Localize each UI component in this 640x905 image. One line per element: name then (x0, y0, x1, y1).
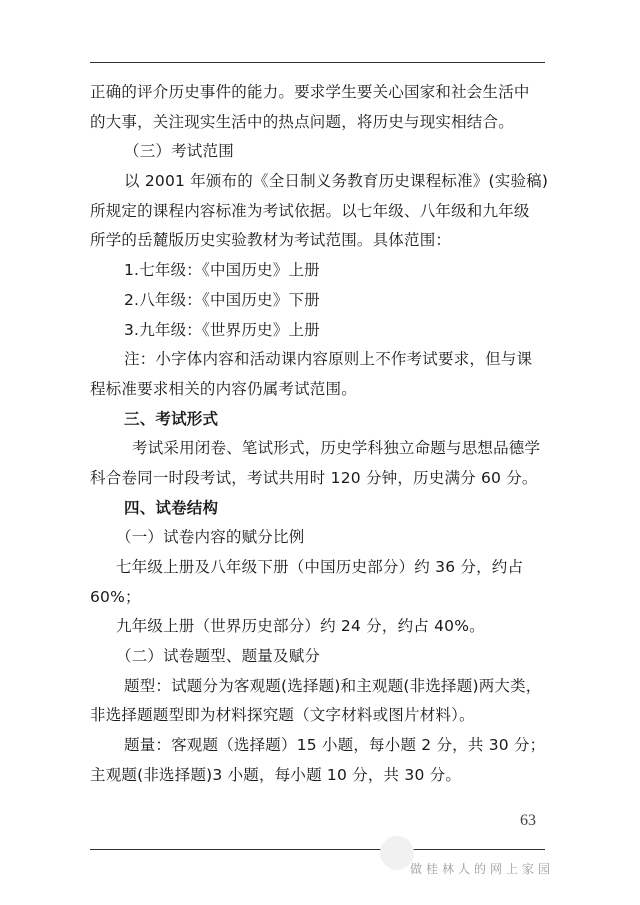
text-line: 题型：试题分为客观题(选择题)和主观题(非选择题)两大类， (124, 676, 542, 695)
text-line: （一）试卷内容的赋分比例 (116, 528, 305, 547)
text-line: 七年级上册及八年级下册（中国历史部分）约 36 分，约占 (116, 558, 524, 576)
text-line: 3.九年级：《世界历史》上册 (124, 320, 320, 339)
text-line: 所学的岳麓版历史实验教材为考试范围。具体范围： (90, 231, 452, 250)
text-line: 1.七年级：《中国历史》上册 (124, 261, 320, 280)
watermark (380, 832, 600, 880)
text-line: 以 2001 年颁布的《全日制义务教育历史课程标准》(实验稿) (124, 172, 549, 191)
page-body (90, 78, 550, 791)
page-number: 63 (520, 812, 536, 829)
section-heading: 三、考试形式 (124, 409, 219, 428)
text-line: 注：小字体内容和活动课内容原则上不作考试要求，但与课 (124, 350, 533, 369)
text-line: 60%； (90, 587, 141, 606)
text-line: 题量：客观题（选择题）15 小题，每小题 2 分，共 30 分； (124, 736, 546, 755)
text-line: 的大事，关注现实生活中的热点问题，将历史与现实相结合。 (90, 112, 514, 131)
text-line: 主观题(非选择题)3 小题，每小题 10 分，共 30 分。 (90, 765, 462, 784)
watermark-text: 做桂林人的网上家园 (410, 862, 555, 876)
text-line: （三）考试范围 (124, 142, 234, 161)
text-line: 非选择题题型即为材料探究题（文字材料或图片材料）。 (90, 706, 475, 725)
section-heading: 四、试卷结构 (124, 498, 219, 517)
text-line: 九年级上册（世界历史部分）约 24 分，约占 40%。 (116, 617, 485, 636)
watermark-logo-icon (380, 836, 414, 870)
text-line: 考试采用闭卷、笔试形式，历史学科独立命题与思想品德学 (132, 439, 541, 458)
text-line: 2.八年级：《中国历史》下册 (124, 290, 320, 309)
text-line: 所规定的课程内容标准为考试依据。以七年级、八年级和九年级 (90, 201, 530, 220)
text-line: 程标准要求相关的内容仍属考试范围。 (90, 379, 357, 398)
text-line: 科合卷同一时段考试，考试共用时 120 分钟，历史满分 60 分。 (90, 468, 538, 487)
text-line: 正确的评介历史事件的能力。要求学生要关心国家和社会生活中 (90, 83, 530, 101)
header-rule (90, 62, 545, 63)
text-line: （二）试卷题型、题量及赋分 (116, 647, 321, 666)
